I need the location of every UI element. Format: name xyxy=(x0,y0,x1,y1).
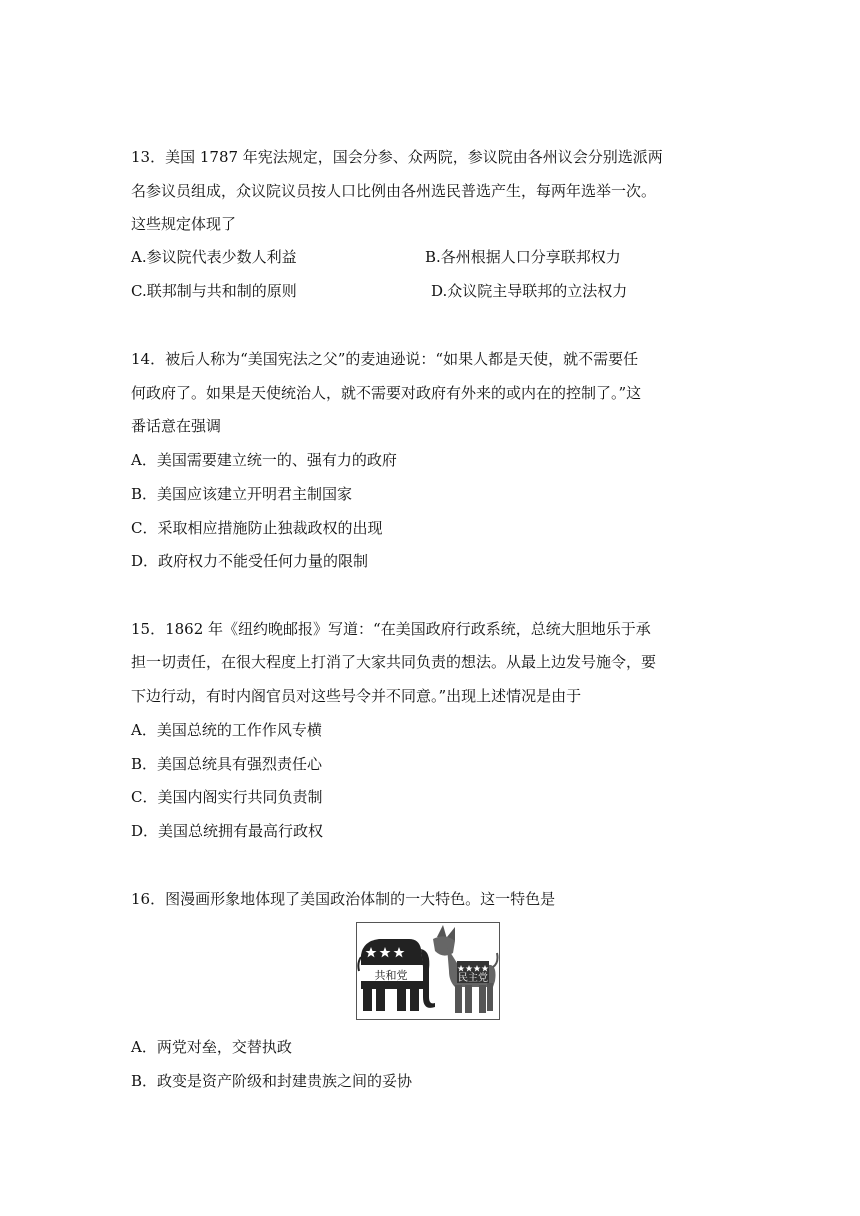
democrat-label: 民主党 xyxy=(458,973,488,984)
donkey-icon xyxy=(433,925,498,1013)
q14-stem-line-2: 何政府了。如果是天使统治人，就不需要对政府有外来的或内在的控制了。”这 xyxy=(131,384,642,402)
q15-option-a[interactable]: A．美国总统的工作作风专横 xyxy=(131,721,322,739)
q13-option-c[interactable]: C.联邦制与共和制的原则 xyxy=(131,282,297,300)
q14-option-b[interactable]: B．美国应该建立开明君主制国家 xyxy=(131,485,353,503)
q13-stem-line-1: 13．美国 1787 年宪法规定，国会分参、众两院，参议院由各州议会分别选派两 xyxy=(131,148,663,166)
republican-label: 共和党 xyxy=(374,969,408,982)
party-cartoon-image xyxy=(356,922,500,1020)
q13-stem-line-2: 名参议员组成，众议院议员按人口比例由各州选民普选产生，每两年选举一次。 xyxy=(131,182,657,200)
q13-stem-line-3: 这些规定体现了 xyxy=(131,215,237,233)
q14-option-a[interactable]: A．美国需要建立统一的、强有力的政府 xyxy=(131,451,397,469)
q15-option-b[interactable]: B．美国总统具有强烈责任心 xyxy=(131,755,323,773)
q16-option-b[interactable]: B．政变是资产阶级和封建贵族之间的妥协 xyxy=(131,1072,413,1090)
q13-option-d[interactable]: D.众议院主导联邦的立法权力 xyxy=(431,282,628,300)
q15-option-c[interactable]: C．美国内阁实行共同负责制 xyxy=(131,788,323,806)
q16-stem-line-1: 16．图漫画形象地体现了美国政治体制的一大特色。这一特色是 xyxy=(131,890,556,908)
q15-stem-line-3: 下边行动，有时内阁官员对这些号令并不同意。”出现上述情况是由于 xyxy=(131,687,582,705)
q14-option-d[interactable]: D．政府权力不能受任何力量的限制 xyxy=(131,552,369,570)
q13-option-a[interactable]: A.参议院代表少数人利益 xyxy=(131,248,297,266)
q13-option-b[interactable]: B.各州根据人口分享联邦权力 xyxy=(425,248,621,266)
q15-stem-line-2: 担一切责任，在很大程度上打消了大家共同负责的想法。从最上边发号施令，要 xyxy=(131,653,657,671)
q16-option-a[interactable]: A．两党对垒，交替执政 xyxy=(131,1038,292,1056)
q15-option-d[interactable]: D．美国总统拥有最高行政权 xyxy=(131,822,324,840)
q14-stem-line-3: 番话意在强调 xyxy=(131,417,222,435)
q15-stem-line-1: 15．1862 年《纽约晚邮报》写道：“在美国政府行政系统，总统大胆地乐于承 xyxy=(131,620,651,638)
q14-stem-line-1: 14．被后人称为“美国宪法之父”的麦迪逊说：“如果人都是天使，就不需要任 xyxy=(131,350,639,368)
q14-option-c[interactable]: C．采取相应措施防止独裁政权的出现 xyxy=(131,519,383,537)
